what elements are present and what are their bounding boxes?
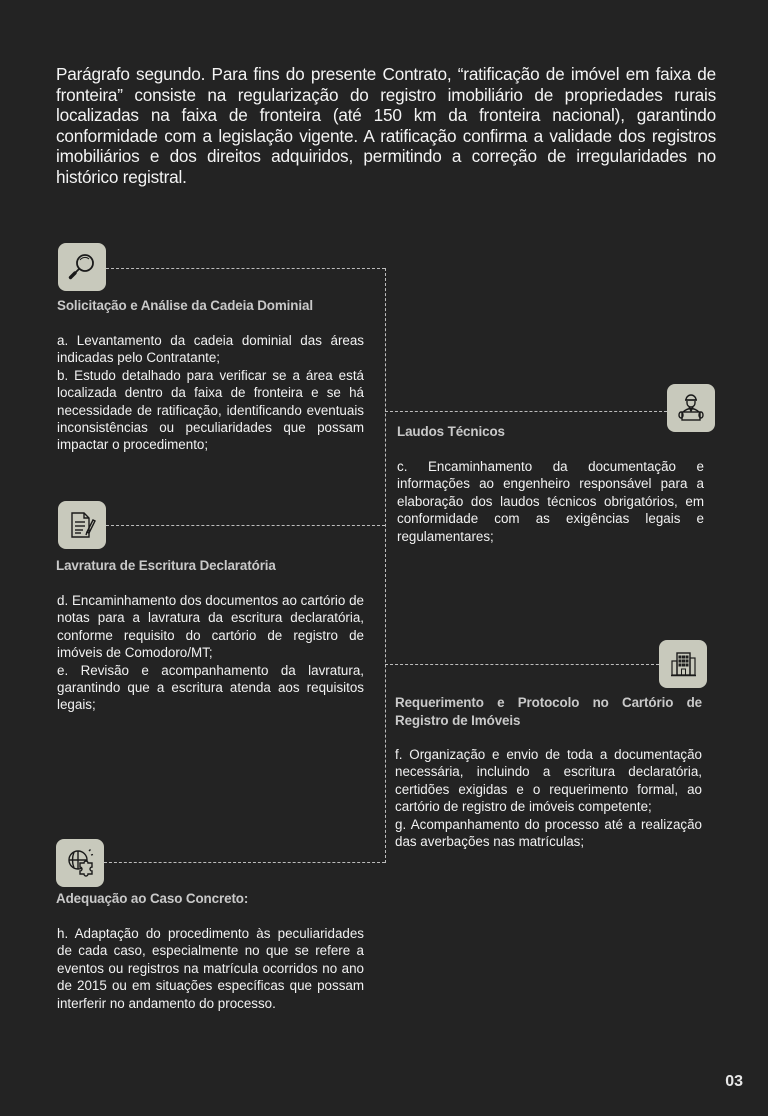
step-4-title: Requerimento e Protocolo no Cartório de Registro de Imóveis xyxy=(395,695,702,728)
magnifier-icon xyxy=(65,250,99,284)
step-item: e. Revisão e acompanhamento da lavratura, garantindo que a escritura atenda aos requisitos legais; xyxy=(57,662,364,713)
step-item: f. Organização e envio de toda a documentação necessária, incluindo a escritura declaratória, certidões exigidas e o requerimento formal, ao cartório de registro de imóveis competente; xyxy=(395,747,702,815)
connector-line xyxy=(106,268,385,269)
step-item: c. Encaminhamento da documentação e informações ao engenheiro responsável para a elaboração dos laudos técnicos obrigatórios, em conformidade com as exigências legais e regulamentares; xyxy=(397,459,704,544)
connector-line xyxy=(385,664,659,665)
document-pen-icon xyxy=(65,508,99,542)
step-2-title: Laudos Técnicos xyxy=(397,424,505,439)
step-3-title: Lavratura de Escritura Declaratória xyxy=(56,558,276,573)
building-icon xyxy=(666,647,700,681)
step-3-body xyxy=(57,592,364,714)
globe-puzzle-icon xyxy=(63,846,97,880)
step-1-title: Solicitação e Análise da Cadeia Dominial xyxy=(57,298,313,313)
connector-line xyxy=(106,525,385,526)
step-4-body xyxy=(395,746,702,850)
step-1-icon-box xyxy=(58,243,106,291)
step-5-body xyxy=(57,925,364,1012)
engineer-icon xyxy=(674,391,708,425)
step-1-body xyxy=(57,332,364,454)
step-5-title: Adequação ao Caso Concreto: xyxy=(56,891,249,906)
connector-line xyxy=(385,411,667,412)
step-5-icon-box xyxy=(56,839,104,887)
step-3-icon-box xyxy=(58,501,106,549)
connector-spine xyxy=(385,268,386,863)
step-item: d. Encaminhamento dos documentos ao cartório de notas para a lavratura da escritura declaratória, conforme requisito do cartório de registro de imóveis de Comodoro/MT; xyxy=(57,593,364,661)
connector-line xyxy=(104,862,385,863)
intro-paragraph: Parágrafo segundo. Para fins do presente Contrato, “ratificação de imóvel em faixa de fronteira” consiste na regularização do registro imobiliário de propriedades rurais localizadas na faixa de fronteira (até 150 km da fronteira nacional), garantindo conformidade com a legislação vigente. A ratificação confirma a validade dos registros imobiliários e dos direitos adquiridos, permitindo a correção de irregularidades no histórico registral. xyxy=(56,64,716,187)
step-item: a. Levantamento da cadeia dominial das áreas indicadas pelo Contratante; xyxy=(57,333,364,366)
step-item: g. Acompanhamento do processo até a realização das averbações nas matrículas; xyxy=(395,816,702,850)
step-2-body xyxy=(397,458,704,545)
step-4-icon-box xyxy=(659,640,707,688)
step-item: h. Adaptação do procedimento às peculiaridades de cada caso, especialmente no que se refere a eventos ou registros na matrícula ocorridos no ano de 2015 ou em situações específicas que possam interferir no andamento do processo. xyxy=(57,926,364,1011)
step-item: b. Estudo detalhado para verificar se a área está localizada dentro da faixa de fronteira e se há necessidade de ratificação, identificando eventuais inconsistências ou peculiaridades que possam impactar o procedimento; xyxy=(57,367,364,453)
page-number: 03 xyxy=(725,1073,743,1090)
